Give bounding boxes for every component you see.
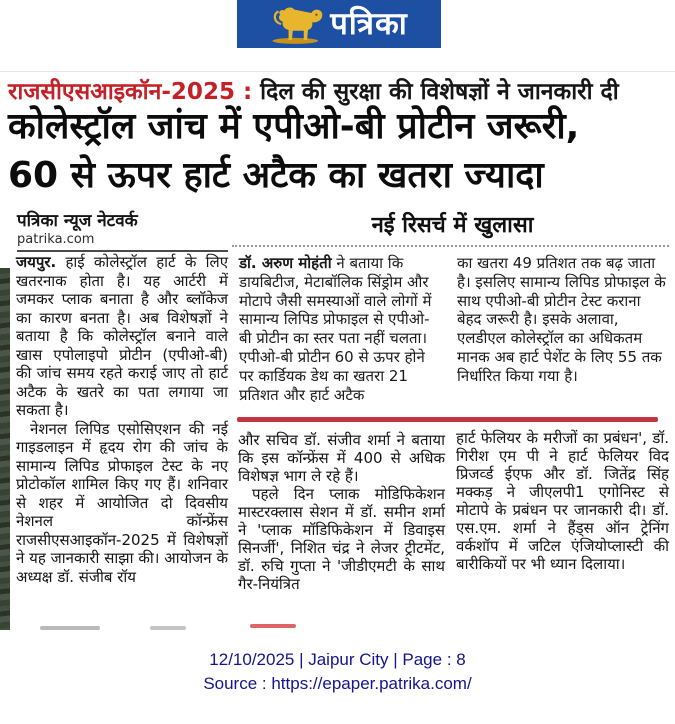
paragraph-text: हाई कोलेस्ट्रॉल हार्ट के लिए खतरनाक होता है। यह आर्टरी में जमकर प्लाक बनाता है और ब्लॉकेज का कारण बनता है। अब विशेषज्ञों ने बताया है कि कोलेस्ट्रॉल बनाने वाले खास एपोलाइपो प्रोटीन (एपीओ-बी) की जांच समय रहते कराई जाए तो हार्ट अटैक के खतरे का पता लगाया जा सकता है। bbox=[16, 253, 228, 419]
cropped-text-remnant bbox=[250, 624, 296, 628]
edition-date-page: 12/10/2025 | Jaipur City | Page : 8 bbox=[209, 650, 466, 669]
cropped-text-remnant bbox=[150, 626, 186, 630]
dateline: जयपुर. bbox=[16, 253, 57, 271]
research-box-column-2 bbox=[457, 254, 668, 386]
paragraph-text: ने बताया कि डायबिटीज, मेटाबॉलिक सिंड्रोम और मोटापे जैसी समस्याओं वाले लोगों में सामान्य लिपिड प्रोफाइल से एपीओ-बी प्रोटीन का स्तर पता नहीं चलता। एपीओ-बी प्रोटीन 60 से ऊपर होने पर कार्डियक डेथ का खतरा 21 प्रतिशत और हार्ट अटैक bbox=[239, 254, 432, 404]
dotted-divider bbox=[232, 245, 669, 247]
byline-agency: पत्रिका न्यूज नेटवर्क bbox=[17, 211, 138, 231]
paragraph: का खतरा 49 प्रतिशत तक बढ़ जाता है। इसलिए सामान्य लिपिड प्रोफाइल के साथ एपीओ-बी प्रोटीन टेस्ट कराना बेहद जरूरी है। इसके अलावा, एलडीएल कोलेस्ट्रॉल का अधिकतम मानक अब हार्ट पेशेंट के लिए 55 तक निर्धारित किया गया है। bbox=[457, 254, 666, 385]
article-headline bbox=[8, 102, 672, 200]
byline-block bbox=[17, 208, 228, 252]
cropped-photo-strip bbox=[0, 268, 10, 630]
kicker-event-name: राजसीएसआइकॉन-2025 : bbox=[8, 79, 253, 105]
clipping-footer bbox=[0, 648, 675, 696]
divider bbox=[0, 71, 675, 72]
expert-name: डॉ. अरुण मोहंती bbox=[239, 254, 332, 272]
patrika-masthead-logo bbox=[237, 0, 441, 48]
paragraph: नेशनल लिपिड एसोसिएशन की नई गाइडलाइन में हृदय रोग की जांच के सामान्य लिपिड प्रोफाइल टेस्ट के नए प्रोटोकॉल शामिल किए गए हैं। शनिवार से शहर में आयोजित दो दिवसीय नेशनल कॉन्फ्रेंस राजसीएसआइकॉन-2025 में विशेषज्ञों ने यह जानकारी साझा की। आयोजन के अध्यक्ष डॉ. संजीब रॉय bbox=[16, 419, 228, 586]
article-middle-column bbox=[238, 431, 445, 593]
research-box-heading: नई रिसर्च में खुलासा bbox=[371, 213, 534, 238]
research-box-column-1 bbox=[239, 254, 437, 404]
paragraph: हार्ट फेलियर के मरीजों का प्रबंधन', डॉ. गिरीश एम पी ने हार्ट फेलियर विद प्रिजर्व्ड ईएफ और डॉ. जितेंद्र सिंह मक्कड़ ने जीएलपी1 एगोनिस्ट से मोटापे के प्रबंधन पर जानकारी दी। डॉ. एस.एम. शर्मा ने हैंड्स ऑन ट्रेनिंग वर्कशॉप में जटिल एंजियोप्लास्टी की बारीकियों पर भी ध्यान दिलाया। bbox=[456, 429, 669, 573]
red-rule-divider bbox=[237, 417, 658, 422]
source-link[interactable]: Source : https://epaper.patrika.com/ bbox=[203, 674, 472, 693]
article-left-column bbox=[16, 253, 228, 586]
brand-name: पत्रिका bbox=[330, 6, 408, 42]
paragraph: और सचिव डॉ. संजीव शर्मा ने बताया कि इस कॉन्फ्रेंस में 400 से अधिक विशेषज्ञ भाग ले रहे हैं। bbox=[238, 431, 445, 485]
paragraph bbox=[16, 253, 228, 420]
cropped-text-remnant bbox=[40, 626, 100, 630]
paragraph bbox=[239, 254, 437, 404]
patrika-lion-icon bbox=[270, 3, 324, 45]
article-right-column bbox=[456, 429, 669, 573]
headline-line1: कोलेस्ट्रॉल जांच में एपीओ-बी प्रोटीन जरूरी, bbox=[8, 106, 580, 147]
paragraph: पहले दिन प्लाक मोडिफिकेशन मास्टरक्लास सेशन में डॉ. समीन शर्मा ने 'प्लाक मॉडिफिकेशन में डिवाइस सिनर्जी', निशित चंद्र ने लेजर ट्रीटमेंट, डॉ. रुचि गुप्ता ने 'जीडीएमटी के साथ गैर-नियंत्रित bbox=[238, 485, 445, 593]
kicker-text: दिल की सुरक्षा की विशेषज्ञों ने जानकारी दी bbox=[252, 79, 619, 105]
headline-line2: 60 से ऊपर हार्ट अटैक का खतरा ज्यादा bbox=[8, 155, 544, 196]
byline-website: patrika.com bbox=[17, 231, 228, 252]
